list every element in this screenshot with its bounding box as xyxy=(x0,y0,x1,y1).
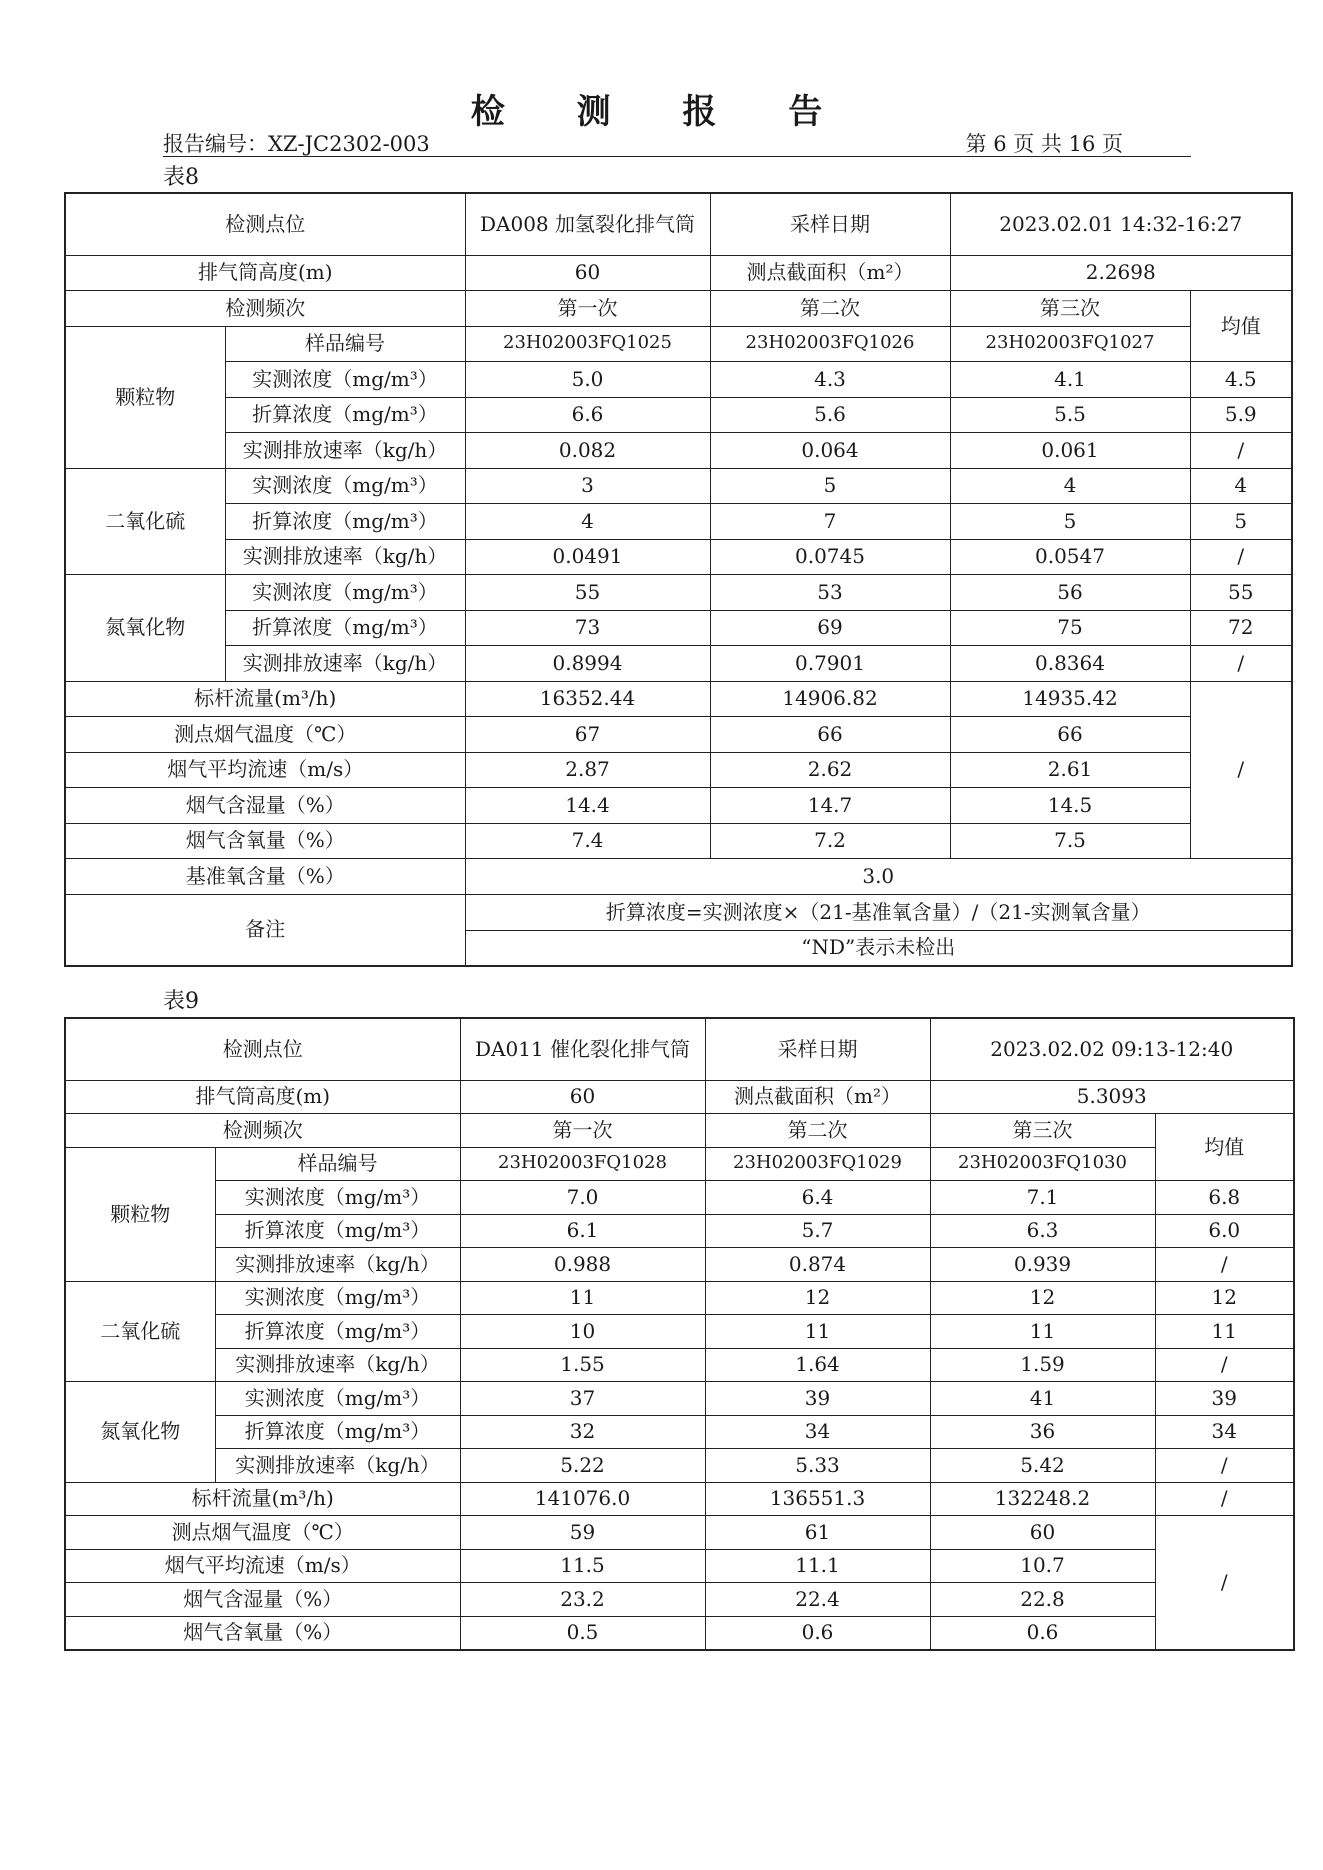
avg-cell: / xyxy=(1190,646,1292,682)
row-label: 烟气含氧量（%） xyxy=(65,1616,460,1650)
pollutant-name: 二氧化硫 xyxy=(65,1281,215,1382)
table-row xyxy=(65,468,1292,504)
cell: 0.6 xyxy=(930,1616,1155,1650)
pollutant-name: 颗粒物 xyxy=(65,326,225,468)
cell: 5.5 xyxy=(950,397,1190,433)
point-value: DA011 催化裂化排气筒 xyxy=(460,1018,705,1080)
cell: 39 xyxy=(705,1382,930,1416)
table-row xyxy=(65,504,1292,540)
cell: 7.4 xyxy=(465,823,710,859)
table-row xyxy=(65,433,1292,469)
sample-id: 23H02003FQ1030 xyxy=(930,1147,1155,1181)
cell: 11 xyxy=(460,1281,705,1315)
table-row xyxy=(65,1549,1294,1583)
cell: 0.5 xyxy=(460,1616,705,1650)
row-label: 实测浓度（mg/m³） xyxy=(225,362,465,398)
row-label: 折算浓度（mg/m³） xyxy=(225,504,465,540)
table8-height-row xyxy=(65,255,1292,291)
avg-cell: 5.9 xyxy=(1190,397,1292,433)
date-label: 采样日期 xyxy=(705,1018,930,1080)
cell: 36 xyxy=(930,1415,1155,1449)
table-row xyxy=(65,1449,1294,1483)
cell: 32 xyxy=(460,1415,705,1449)
cell: 16352.44 xyxy=(465,681,710,717)
cell: 66 xyxy=(950,717,1190,753)
freq-label: 检测频次 xyxy=(65,291,465,327)
cell: 0.874 xyxy=(705,1248,930,1282)
cell: 2.61 xyxy=(950,752,1190,788)
run-3: 第三次 xyxy=(950,291,1190,327)
table9-freq-row xyxy=(65,1114,1294,1148)
note-label: 备注 xyxy=(65,894,465,966)
cell: 6.4 xyxy=(705,1181,930,1215)
point-label: 检测点位 xyxy=(65,193,465,255)
row-label: 折算浓度（mg/m³） xyxy=(225,397,465,433)
row-label: 折算浓度（mg/m³） xyxy=(215,1315,460,1349)
cell: 5.0 xyxy=(465,362,710,398)
cell: 4 xyxy=(950,468,1190,504)
cell: 75 xyxy=(950,610,1190,646)
avg-cell: / xyxy=(1155,1248,1294,1282)
cell: 5 xyxy=(710,468,950,504)
table-row xyxy=(65,539,1292,575)
cell: 66 xyxy=(710,717,950,753)
sample-id: 23H02003FQ1026 xyxy=(710,326,950,362)
run-1: 第一次 xyxy=(465,291,710,327)
sample-label: 样品编号 xyxy=(225,326,465,362)
sample-label: 样品编号 xyxy=(215,1147,460,1181)
row-label: 烟气含湿量（%） xyxy=(65,1583,460,1617)
cell: 0.082 xyxy=(465,433,710,469)
avg-cell: / xyxy=(1190,681,1292,859)
pollutant-name: 二氧化硫 xyxy=(65,468,225,575)
point-label: 检测点位 xyxy=(65,1018,460,1080)
cell: 0.8994 xyxy=(465,646,710,682)
row-label: 折算浓度（mg/m³） xyxy=(215,1415,460,1449)
cell: 7.1 xyxy=(930,1181,1155,1215)
table-row xyxy=(65,859,1292,895)
run-2: 第二次 xyxy=(705,1114,930,1148)
cell: 11 xyxy=(930,1315,1155,1349)
cell: 7.5 xyxy=(950,823,1190,859)
cell: 4.1 xyxy=(950,362,1190,398)
report-number: 报告编号：XZ-JC2302-003 xyxy=(163,132,430,156)
avg-cell: / xyxy=(1155,1516,1294,1650)
cell: 59 xyxy=(460,1516,705,1550)
cell: 5.6 xyxy=(710,397,950,433)
pollutant-name: 氮氧化物 xyxy=(65,575,225,682)
avg-cell: / xyxy=(1155,1348,1294,1382)
cell: 0.0547 xyxy=(950,539,1190,575)
table8-label: 表8 xyxy=(163,165,199,190)
table-row xyxy=(65,1516,1294,1550)
cell: 14.4 xyxy=(465,788,710,824)
cell: 41 xyxy=(930,1382,1155,1416)
table-row xyxy=(65,397,1292,433)
cell: 5 xyxy=(950,504,1190,540)
cell: 14.7 xyxy=(710,788,950,824)
cell: 5.7 xyxy=(705,1214,930,1248)
table-row xyxy=(65,681,1292,717)
cell: 0.061 xyxy=(950,433,1190,469)
row-label: 实测浓度（mg/m³） xyxy=(225,575,465,611)
cell: 7 xyxy=(710,504,950,540)
date-value: 2023.02.01 14:32-16:27 xyxy=(950,193,1292,255)
header-rule xyxy=(163,156,1191,157)
row-label: 实测浓度（mg/m³） xyxy=(225,468,465,504)
height-value: 60 xyxy=(460,1080,705,1114)
cell: 0.064 xyxy=(710,433,950,469)
avg-cell: 12 xyxy=(1155,1281,1294,1315)
table-row xyxy=(65,1482,1294,1516)
table8-sample-row xyxy=(65,326,1292,362)
ref-o2-label: 基准氧含量（%） xyxy=(65,859,465,895)
row-label: 烟气平均流速（m/s） xyxy=(65,752,465,788)
cell: 0.7901 xyxy=(710,646,950,682)
avg-label: 均值 xyxy=(1155,1114,1294,1181)
row-label: 标杆流量(m³/h) xyxy=(65,1482,460,1516)
cell: 0.0745 xyxy=(710,539,950,575)
table-row xyxy=(65,646,1292,682)
cell: 11 xyxy=(705,1315,930,1349)
table-row xyxy=(65,1348,1294,1382)
cell: 11.1 xyxy=(705,1549,930,1583)
avg-cell: 39 xyxy=(1155,1382,1294,1416)
table-row xyxy=(65,1248,1294,1282)
row-label: 实测浓度（mg/m³） xyxy=(215,1181,460,1215)
row-label: 实测排放速率（kg/h） xyxy=(215,1248,460,1282)
table-row xyxy=(65,823,1292,859)
cell: 56 xyxy=(950,575,1190,611)
pollutant-name: 颗粒物 xyxy=(65,1147,215,1281)
table-row xyxy=(65,1415,1294,1449)
table-row xyxy=(65,1583,1294,1617)
table9-sample-row xyxy=(65,1147,1294,1181)
row-label: 实测浓度（mg/m³） xyxy=(215,1281,460,1315)
cell: 6.6 xyxy=(465,397,710,433)
sample-id: 23H02003FQ1027 xyxy=(950,326,1190,362)
table9-header-row xyxy=(65,1018,1294,1080)
table-row xyxy=(65,1382,1294,1416)
cell: 67 xyxy=(465,717,710,753)
cell: 60 xyxy=(930,1516,1155,1550)
cell: 6.1 xyxy=(460,1214,705,1248)
report-title: 检 测 报 告 xyxy=(470,92,853,132)
table-row xyxy=(65,362,1292,398)
height-label: 排气筒高度(m) xyxy=(65,1080,460,1114)
note-row xyxy=(65,894,1292,930)
area-label: 测点截面积（m²） xyxy=(705,1080,930,1114)
cell: 1.64 xyxy=(705,1348,930,1382)
sample-id: 23H02003FQ1029 xyxy=(705,1147,930,1181)
row-label: 烟气含氧量（%） xyxy=(65,823,465,859)
row-label: 测点烟气温度（℃） xyxy=(65,1516,460,1550)
run-3: 第三次 xyxy=(930,1114,1155,1148)
ref-o2-value: 3.0 xyxy=(465,859,1292,895)
cell: 5.22 xyxy=(460,1449,705,1483)
cell: 73 xyxy=(465,610,710,646)
avg-cell: 5 xyxy=(1190,504,1292,540)
cell: 2.62 xyxy=(710,752,950,788)
date-value: 2023.02.02 09:13-12:40 xyxy=(930,1018,1294,1080)
avg-cell: 34 xyxy=(1155,1415,1294,1449)
table8 xyxy=(64,192,1293,967)
avg-cell: 55 xyxy=(1190,575,1292,611)
cell: 1.59 xyxy=(930,1348,1155,1382)
row-label: 实测排放速率（kg/h） xyxy=(225,646,465,682)
date-label: 采样日期 xyxy=(710,193,950,255)
cell: 14.5 xyxy=(950,788,1190,824)
cell: 61 xyxy=(705,1516,930,1550)
cell: 0.939 xyxy=(930,1248,1155,1282)
cell: 0.8364 xyxy=(950,646,1190,682)
cell: 55 xyxy=(465,575,710,611)
cell: 22.4 xyxy=(705,1583,930,1617)
table9-height-row xyxy=(65,1080,1294,1114)
run-2: 第二次 xyxy=(710,291,950,327)
cell: 10.7 xyxy=(930,1549,1155,1583)
run-1: 第一次 xyxy=(460,1114,705,1148)
cell: 5.33 xyxy=(705,1449,930,1483)
pollutant-name: 氮氧化物 xyxy=(65,1382,215,1483)
row-label: 折算浓度（mg/m³） xyxy=(215,1214,460,1248)
sample-id: 23H02003FQ1025 xyxy=(465,326,710,362)
table-row xyxy=(65,1214,1294,1248)
cell: 14935.42 xyxy=(950,681,1190,717)
row-label: 烟气含湿量（%） xyxy=(65,788,465,824)
cell: 136551.3 xyxy=(705,1482,930,1516)
avg-cell: / xyxy=(1190,539,1292,575)
cell: 3 xyxy=(465,468,710,504)
table8-freq-row xyxy=(65,291,1292,327)
height-label: 排气筒高度(m) xyxy=(65,255,465,291)
cell: 22.8 xyxy=(930,1583,1155,1617)
cell: 37 xyxy=(460,1382,705,1416)
area-value: 5.3093 xyxy=(930,1080,1294,1114)
row-label: 实测排放速率（kg/h） xyxy=(215,1449,460,1483)
table-row xyxy=(65,1616,1294,1650)
cell: 23.2 xyxy=(460,1583,705,1617)
avg-cell: 6.0 xyxy=(1155,1214,1294,1248)
sample-id: 23H02003FQ1028 xyxy=(460,1147,705,1181)
table-row xyxy=(65,1181,1294,1215)
table9-label: 表9 xyxy=(163,989,199,1014)
avg-cell: / xyxy=(1155,1449,1294,1483)
row-label: 实测排放速率（kg/h） xyxy=(225,433,465,469)
avg-cell: 6.8 xyxy=(1155,1181,1294,1215)
cell: 12 xyxy=(705,1281,930,1315)
cell: 5.42 xyxy=(930,1449,1155,1483)
cell: 2.87 xyxy=(465,752,710,788)
table-row xyxy=(65,610,1292,646)
cell: 14906.82 xyxy=(710,681,950,717)
point-value: DA008 加氢裂化排气筒 xyxy=(465,193,710,255)
cell: 0.6 xyxy=(705,1616,930,1650)
area-label: 测点截面积（m²） xyxy=(710,255,950,291)
cell: 7.2 xyxy=(710,823,950,859)
cell: 69 xyxy=(710,610,950,646)
cell: 4 xyxy=(465,504,710,540)
row-label: 实测浓度（mg/m³） xyxy=(215,1382,460,1416)
table-row xyxy=(65,575,1292,611)
avg-cell: / xyxy=(1155,1482,1294,1516)
row-label: 测点烟气温度（℃） xyxy=(65,717,465,753)
avg-cell: 72 xyxy=(1190,610,1292,646)
cell: 6.3 xyxy=(930,1214,1155,1248)
cell: 132248.2 xyxy=(930,1482,1155,1516)
row-label: 标杆流量(m³/h) xyxy=(65,681,465,717)
row-label: 实测排放速率（kg/h） xyxy=(225,539,465,575)
cell: 141076.0 xyxy=(460,1482,705,1516)
cell: 4.3 xyxy=(710,362,950,398)
cell: 1.55 xyxy=(460,1348,705,1382)
avg-cell: 11 xyxy=(1155,1315,1294,1349)
row-label: 烟气平均流速（m/s） xyxy=(65,1549,460,1583)
table-row xyxy=(65,752,1292,788)
avg-cell: / xyxy=(1190,433,1292,469)
cell: 12 xyxy=(930,1281,1155,1315)
cell: 10 xyxy=(460,1315,705,1349)
page-info: 第 6 页 共 16 页 xyxy=(965,132,1123,156)
avg-cell: 4.5 xyxy=(1190,362,1292,398)
table-row xyxy=(65,1315,1294,1349)
cell: 53 xyxy=(710,575,950,611)
row-label: 折算浓度（mg/m³） xyxy=(225,610,465,646)
table-row xyxy=(65,788,1292,824)
avg-label: 均值 xyxy=(1190,291,1292,362)
table-row xyxy=(65,717,1292,753)
cell: 7.0 xyxy=(460,1181,705,1215)
height-value: 60 xyxy=(465,255,710,291)
row-label: 实测排放速率（kg/h） xyxy=(215,1348,460,1382)
cell: 11.5 xyxy=(460,1549,705,1583)
table9 xyxy=(64,1017,1295,1651)
cell: 0.0491 xyxy=(465,539,710,575)
table8-header-row xyxy=(65,193,1292,255)
area-value: 2.2698 xyxy=(950,255,1292,291)
cell: 34 xyxy=(705,1415,930,1449)
cell: 0.988 xyxy=(460,1248,705,1282)
note-nd: “ND”表示未检出 xyxy=(465,930,1292,966)
table-row xyxy=(65,1281,1294,1315)
avg-cell: 4 xyxy=(1190,468,1292,504)
note-formula: 折算浓度=实测浓度×（21-基准氧含量）/（21-实测氧含量） xyxy=(465,894,1292,930)
freq-label: 检测频次 xyxy=(65,1114,460,1148)
